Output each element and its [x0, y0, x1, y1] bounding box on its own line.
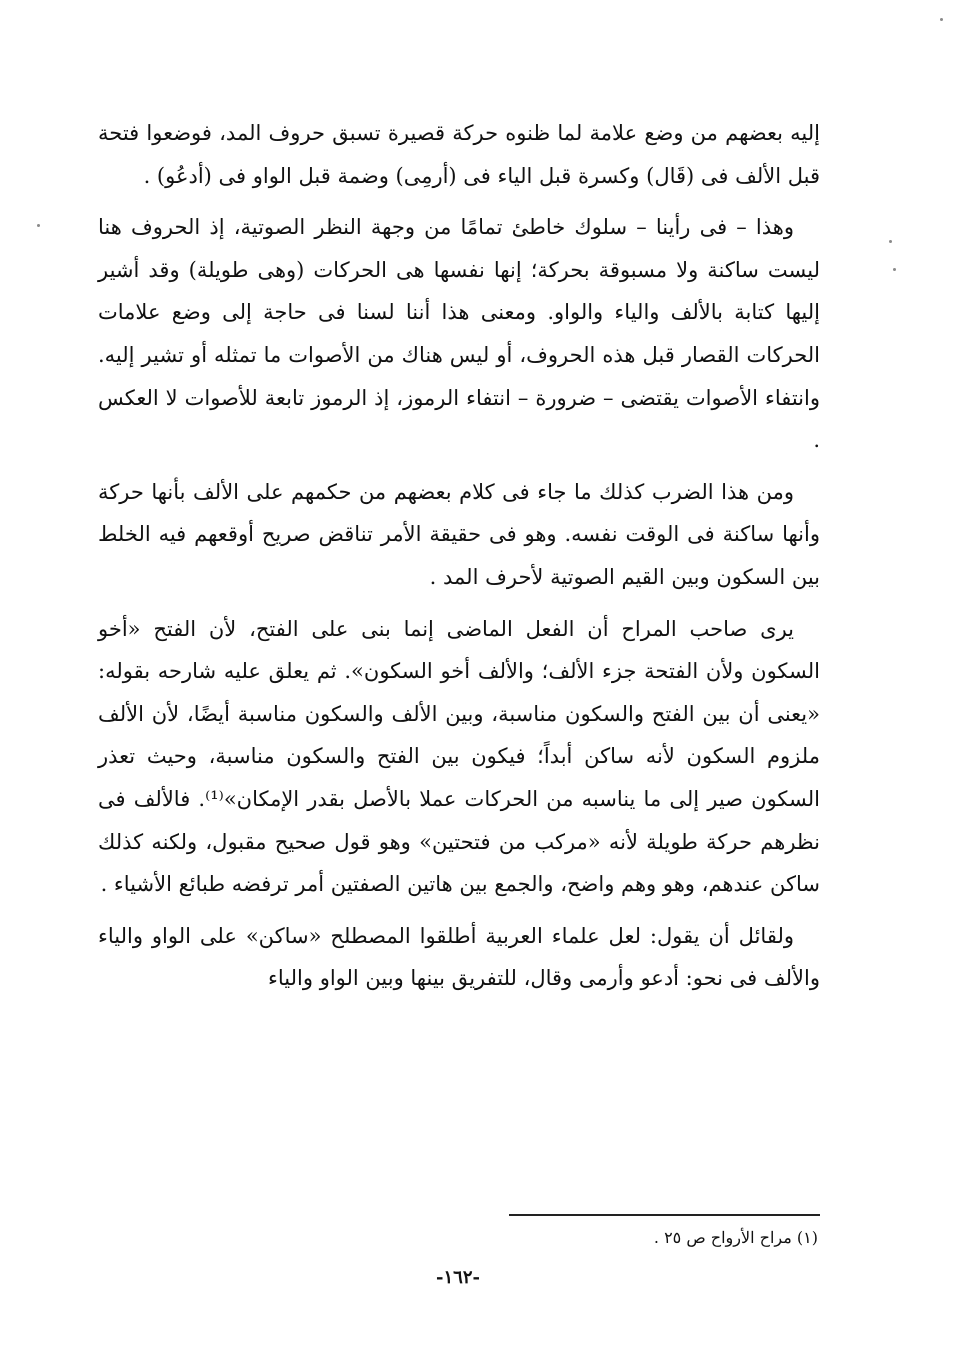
paragraph-2: وهذا – فى رأينا – سلوك خاطئ تمامًا من وجهة النظر الصوتية، إذ الحروف هنا ليست ساكنة ولا مسبوقة بحركة؛ إنها نفسها هى الحركات (وهى طويلة) وقد أشير إليها كتابة بالألف والياء والواو. ومعنى هذا أننا لسنا فى حاجة إلى وضع علامات الحركات القصار قبل هذه الحروف، أو ليس هناك من الأصوات ما تمثله أو تشير إليه. وانتفاء الأصوات يقتضى – ضرورة – انتفاء الرموز، إذ الرموز تابعة للأصوات لا العكس .: [98, 215, 820, 453]
page-number: -١٦٢-: [436, 1267, 480, 1288]
paragraph-3: ومن هذا الضرب كذلك ما جاء فى كلام بعضهم من حكمهم على الألف بأنها حركة وأنها ساكنة فى الوقت نفسه. وهو فى حقيقة الأمر تناقض صريح أوقعهم فيه الخلط بين السكون وبين القيم الصوتية لأحرف المد .: [98, 479, 820, 589]
footnote: (١) مراح الأرواح ص ٢٥ .: [653, 1228, 818, 1247]
scan-speck: [893, 268, 896, 271]
footnote-divider: [509, 1214, 820, 1216]
paragraph-4: يرى صاحب المراح أن الفعل الماضى إنما بنى على الفتح، لأن الفتح «أخو السكون ولأن الفتحة جزء الألف؛ والألف أخو السكون». ثم يعلق عليه شارحه بقوله: «يعنى أن بين الفتح والسكون مناسبة، وبين الألف والسكون مناسبة أيضًا، لأن الألف ملزوم السكون لأنه ساكن أبداً؛ فيكون بين الفتح والسكون مناسبة، وحيث تعذر السكون صير إلى ما يناسبه من الحركات عملا بالأصل بقدر الإمكان»⁽¹⁾. فالألف فى نظرهم حركة طويلة لأنه «مركب من فتحتين» وهو قول صحيح مقبول، ولكنه كذلك ساكن عندهم، وهو وهم واضح، والجمع بين هاتين الصفتين أمر ترفضه طبائع الأشياء .: [98, 616, 820, 897]
paragraph-5: ولقائل أن يقول: لعل علماء العربية أطلقوا المصطلح «ساكن» على الواو والياء والألف فى نحو: أدعو وأرمى وقال، للتفريق بينها وبين الواو والياء: [98, 923, 820, 991]
scan-speck: [940, 18, 943, 21]
paragraph-1: إليه بعضهم من وضع علامة لما ظنوه حركة قصيرة تسبق حروف المد، فوضعوا فتحة قبل الألف فى (قَال) وكسرة قبل الياء فى (أرمِى) وضمة قبل الواو فى (أدعُو) .: [98, 121, 820, 188]
scan-speck: [889, 240, 892, 243]
scan-speck: [37, 224, 40, 227]
main-text: [98, 112, 820, 1000]
